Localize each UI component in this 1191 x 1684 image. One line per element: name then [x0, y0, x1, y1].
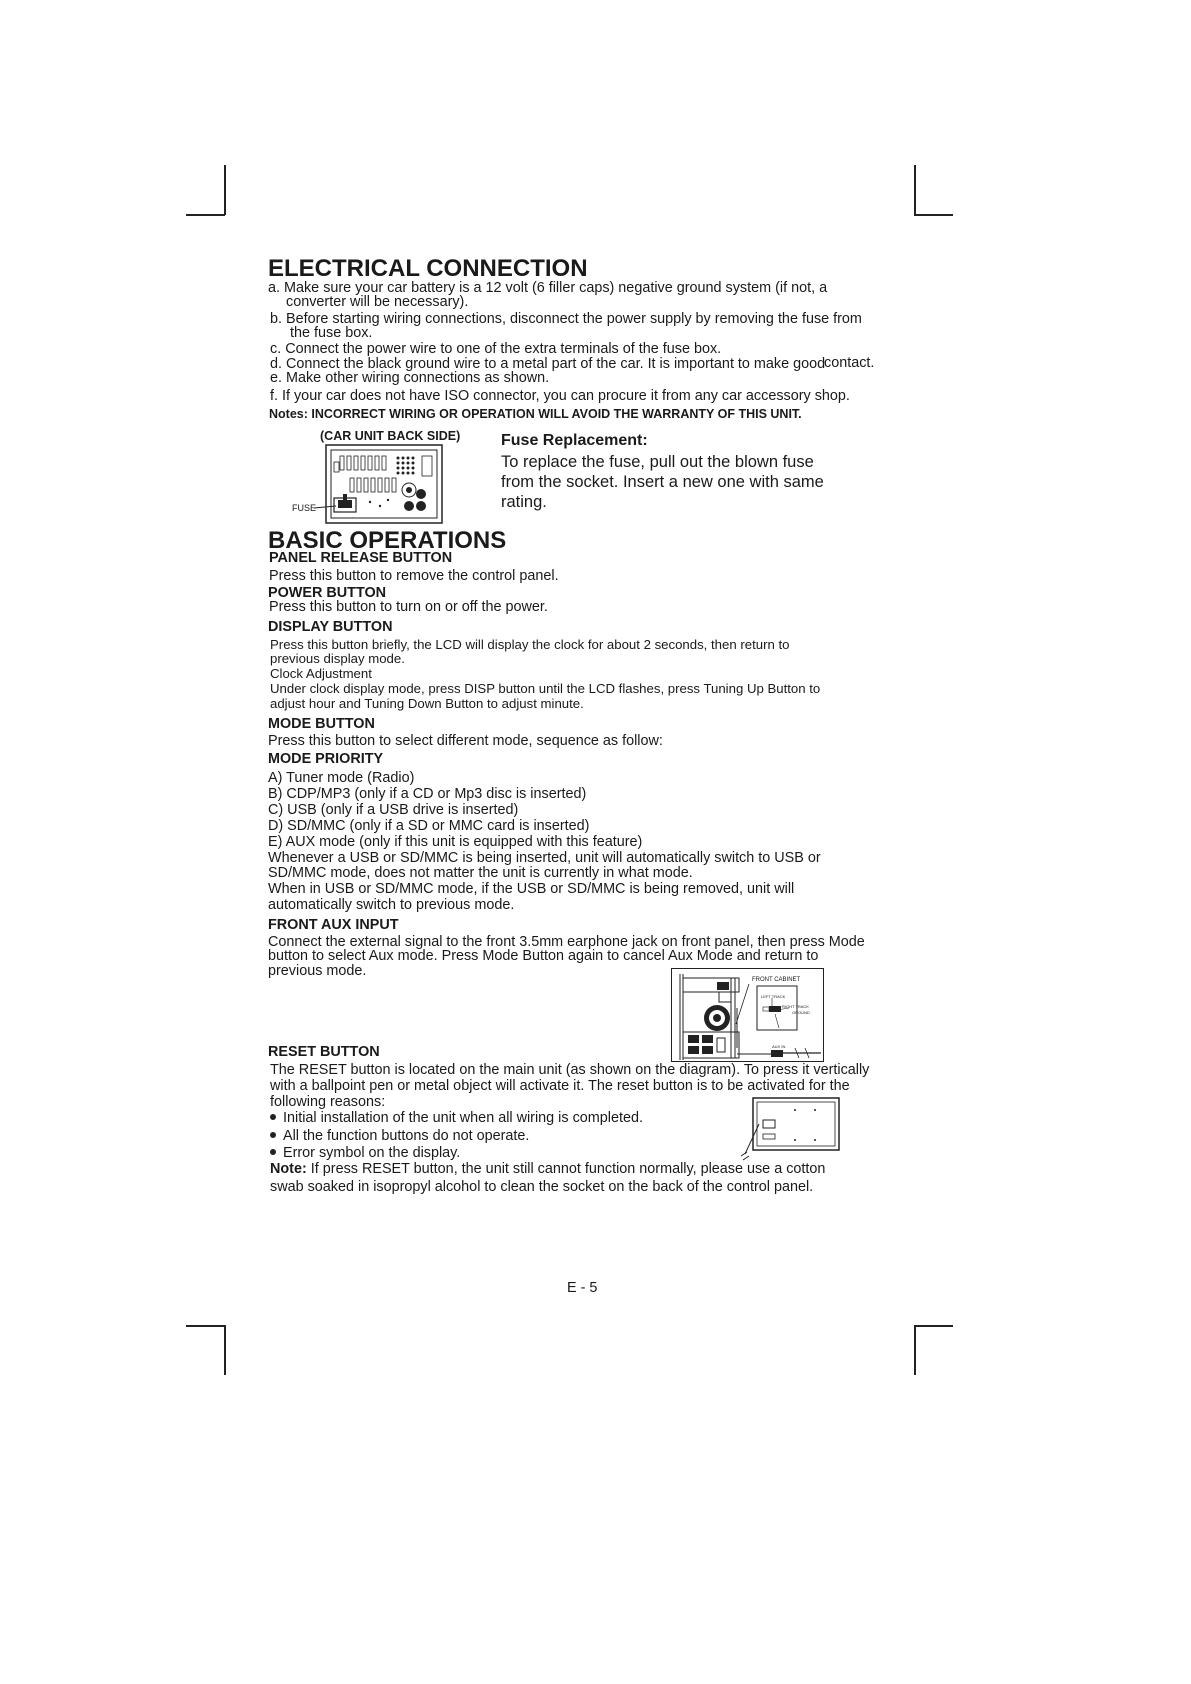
mode-priority-item-a: A) Tuner mode (Radio) — [268, 770, 415, 786]
aux-label-left-track: LEFT TRACK — [761, 994, 786, 999]
mode-priority-line-4: automatically switch to previous mode. — [268, 897, 515, 913]
aux-label-front-cabinet: FRONT CABINET — [752, 977, 801, 983]
bullet-icon — [270, 1132, 276, 1138]
reset-line-1: The RESET button is located on the main unit (as shown on the diagram). To press it vertically — [270, 1062, 870, 1078]
display-line-5: adjust hour and Tuning Down Button to adjust minute. — [270, 696, 584, 711]
electrical-item-c: c. Connect the power wire to one of the extra terminals of the fuse box. — [270, 341, 722, 357]
mode-priority-line-1: Whenever a USB or SD/MMC is being inserted, unit will automatically switch to USB or — [268, 850, 821, 866]
electrical-item-d: d. Connect the black ground wire to a metal part of the car. It is important to make good — [270, 356, 826, 372]
reset-note-line-2: swab soaked in isopropyl alcohol to clean the socket on the back of the control panel. — [270, 1179, 814, 1195]
front-aux-line-3: previous mode. — [268, 963, 367, 979]
electrical-item-a: a. Make sure your car battery is a 12 volt (6 filler caps) negative ground system (if not, a — [268, 280, 828, 296]
power-text: Press this button to turn on or off the power. — [269, 599, 548, 615]
aux-label-aux-in: AUX IN — [772, 1044, 786, 1049]
reset-bullet-3 — [270, 1145, 460, 1161]
mode-priority-item-b: B) CDP/MP3 (only if a CD or Mp3 disc is inserted) — [268, 786, 587, 802]
page-number: E - 5 — [567, 1280, 598, 1296]
mode-heading: MODE BUTTON — [268, 716, 375, 732]
crop-mark-top-right-h — [914, 214, 953, 216]
fuse-replacement-line-3: rating. — [501, 493, 547, 511]
mode-text: Press this button to select different mode, sequence as follow: — [268, 733, 663, 749]
basic-operations-title: BASIC OPERATIONS — [268, 527, 507, 554]
panel-release-text: Press this button to remove the control panel. — [269, 568, 559, 584]
front-aux-line-1: Connect the external signal to the front 3.5mm earphone jack on front panel, then press Mode — [268, 934, 865, 950]
fuse-replacement-title: Fuse Replacement: — [501, 432, 648, 449]
reset-line-3: following reasons: — [270, 1094, 386, 1110]
reset-heading: RESET BUTTON — [268, 1044, 380, 1060]
mode-priority-line-2: SD/MMC mode, does not matter the unit is currently in what mode. — [268, 865, 693, 881]
mode-priority-item-d: D) SD/MMC (only if a SD or MMC card is inserted) — [268, 818, 590, 834]
front-aux-heading: FRONT AUX INPUT — [268, 917, 399, 933]
electrical-notes: Notes: INCORRECT WIRING OR OPERATION WILL AVOID THE WARRANTY OF THIS UNIT. — [269, 407, 802, 421]
reset-diagram — [735, 1096, 841, 1164]
display-heading: DISPLAY BUTTON — [268, 619, 393, 635]
electrical-item-b-cont: the fuse box. — [290, 325, 373, 341]
fuse-label: FUSE — [292, 503, 317, 513]
mode-priority-line-3: When in USB or SD/MMC mode, if the USB or SD/MMC is being removed, unit will — [268, 881, 795, 897]
reset-note-text: If press RESET button, the unit still cannot function normally, please use a cotton — [306, 1161, 826, 1177]
reset-bullet-1 — [270, 1110, 643, 1126]
reset-bullet-3-text: Error symbol on the display. — [283, 1145, 461, 1161]
bullet-icon — [270, 1149, 276, 1155]
crop-mark-bottom-left-h — [186, 1325, 225, 1327]
electrical-title: ELECTRICAL CONNECTION — [268, 255, 588, 282]
electrical-item-d-tail: contact. — [824, 355, 875, 371]
power-heading: POWER BUTTON — [268, 585, 387, 601]
reset-note-line-1 — [270, 1161, 825, 1177]
electrical-item-a-cont: converter will be necessary). — [286, 294, 469, 310]
bullet-icon — [270, 1114, 276, 1120]
crop-mark-top-right-v — [914, 165, 916, 215]
reset-bullet-1-text: Initial installation of the unit when all wiring is completed. — [283, 1110, 643, 1126]
reset-bullet-2 — [270, 1128, 529, 1144]
electrical-item-b: b. Before starting wiring connections, disconnect the power supply by removing the fuse from — [270, 311, 862, 327]
crop-mark-bottom-left-v — [224, 1325, 226, 1375]
crop-mark-top-left-h — [186, 214, 225, 216]
aux-label-right-track: RIGHT TRACK — [782, 1004, 809, 1009]
front-aux-diagram — [671, 968, 824, 1062]
fuse-figure-caption: (CAR UNIT BACK SIDE) — [320, 429, 461, 443]
electrical-item-e: e. Make other wiring connections as shown. — [270, 370, 550, 386]
display-line-4: Under clock display mode, press DISP button until the LCD flashes, press Tuning Up Button to — [270, 681, 821, 696]
reset-line-2: with a ballpoint pen or metal object will activate it. The reset button is to be activated for the — [270, 1078, 850, 1094]
mode-priority-item-c: C) USB (only if a USB drive is inserted) — [268, 802, 519, 818]
aux-label-ground: GROUND — [792, 1010, 810, 1015]
panel-release-heading: PANEL RELEASE BUTTON — [269, 550, 453, 566]
front-aux-line-2: button to select Aux mode. Press Mode Button again to cancel Aux Mode and return to — [268, 948, 819, 964]
mode-priority-item-e: E) AUX mode (only if this unit is equipped with this feature) — [268, 834, 643, 850]
crop-mark-bottom-right-h — [914, 1325, 953, 1327]
crop-mark-bottom-right-v — [914, 1325, 916, 1375]
crop-mark-top-left-v — [224, 165, 226, 215]
reset-note-label: Note: — [270, 1161, 307, 1177]
fuse-replacement-line-1: To replace the fuse, pull out the blown fuse — [501, 453, 814, 471]
display-line-1: Press this button briefly, the LCD will display the clock for about 2 seconds, then return to — [270, 637, 790, 652]
display-line-2: previous display mode. — [270, 651, 405, 666]
fuse-replacement-line-2: from the socket. Insert a new one with same — [501, 473, 824, 491]
mode-priority-heading: MODE PRIORITY — [268, 751, 384, 767]
display-line-3: Clock Adjustment — [270, 666, 372, 681]
electrical-item-f: f. If your car does not have ISO connector, you can procure it from any car accessory shop. — [270, 388, 850, 404]
reset-bullet-2-text: All the function buttons do not operate. — [283, 1128, 530, 1144]
